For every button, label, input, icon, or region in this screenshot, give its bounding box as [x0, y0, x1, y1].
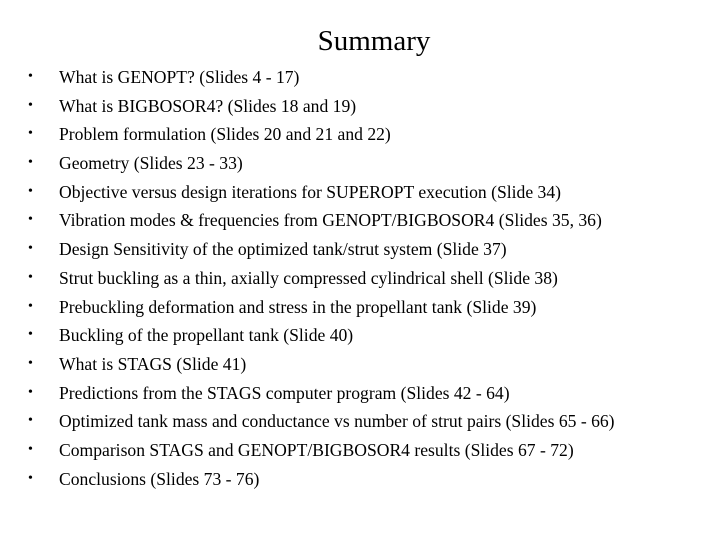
- bullet-item: [28, 350, 708, 379]
- bullet-dot-icon: •: [28, 384, 33, 400]
- bullet-dot-icon: •: [28, 441, 33, 457]
- bullet-text: What is BIGBOSOR4? (Slides 18 and 19): [59, 95, 357, 116]
- bullet-text: What is GENOPT? (Slides 4 - 17): [59, 67, 300, 87]
- bullet-item: [28, 379, 708, 408]
- bullet-dot-icon: •: [28, 212, 33, 228]
- bullet-text: Prebuckling deformation and stress in the propellant tank (Slide 39): [59, 296, 537, 317]
- bullet-text: Strut buckling as a thin, axially compressed cylindrical shell (Slide 38): [59, 267, 558, 288]
- bullet-dot-icon: •: [28, 183, 33, 199]
- bullet-text: Predictions from the STAGS computer program (Slides 42 - 64): [59, 382, 510, 403]
- bullet-dot-icon: •: [28, 155, 33, 171]
- bullet-dot-icon: •: [28, 126, 33, 142]
- bullet-dot-icon: •: [28, 241, 33, 257]
- bullet-item: [28, 92, 708, 121]
- bullet-item: [28, 321, 708, 350]
- bullet-dot-icon: •: [28, 355, 33, 371]
- bullet-item: [28, 120, 708, 149]
- bullet-text: Optimized tank mass and conductance vs number of strut pairs (Slides 65 - 66): [59, 411, 615, 432]
- bullet-dot-icon: •: [28, 269, 33, 285]
- bullet-item: [28, 264, 708, 293]
- bullet-text: Objective versus design iterations for SUPEROPT execution (Slide 34): [59, 181, 561, 202]
- bullet-text: Vibration modes & frequencies from GENOPT/BIGBOSOR4 (Slides 35, 36): [59, 210, 602, 231]
- bullet-dot-icon: •: [28, 69, 33, 84]
- bullet-text: Buckling of the propellant tank (Slide 40): [59, 325, 354, 346]
- bullet-dot-icon: •: [28, 298, 33, 314]
- bullet-item: [28, 206, 708, 235]
- bullet-list: [28, 63, 708, 493]
- bullet-item: [28, 235, 708, 264]
- bullet-item: [28, 149, 708, 178]
- bullet-text: Conclusions (Slides 73 - 76): [59, 468, 260, 489]
- bullet-text: Geometry (Slides 23 - 33): [59, 153, 243, 174]
- bullet-dot-icon: •: [28, 327, 33, 343]
- bullet-text: Design Sensitivity of the optimized tank/strut system (Slide 37): [59, 239, 507, 260]
- bullet-item: [28, 178, 708, 207]
- bullet-item: [28, 436, 708, 465]
- bullet-text: Problem formulation (Slides 20 and 21 and 22): [59, 124, 391, 145]
- bullet-dot-icon: •: [28, 97, 33, 113]
- bullet-item: [28, 465, 708, 494]
- slide-title: Summary: [317, 25, 431, 57]
- bullet-item: [28, 407, 708, 436]
- bullet-dot-icon: •: [28, 413, 33, 429]
- bullet-dot-icon: •: [28, 470, 33, 486]
- bullet-text: Comparison STAGS and GENOPT/BIGBOSOR4 results (Slides 67 - 72): [59, 439, 574, 460]
- bullet-item: [28, 293, 708, 322]
- bullet-text: What is STAGS (Slide 41): [59, 353, 247, 374]
- bullet-item: [28, 63, 708, 92]
